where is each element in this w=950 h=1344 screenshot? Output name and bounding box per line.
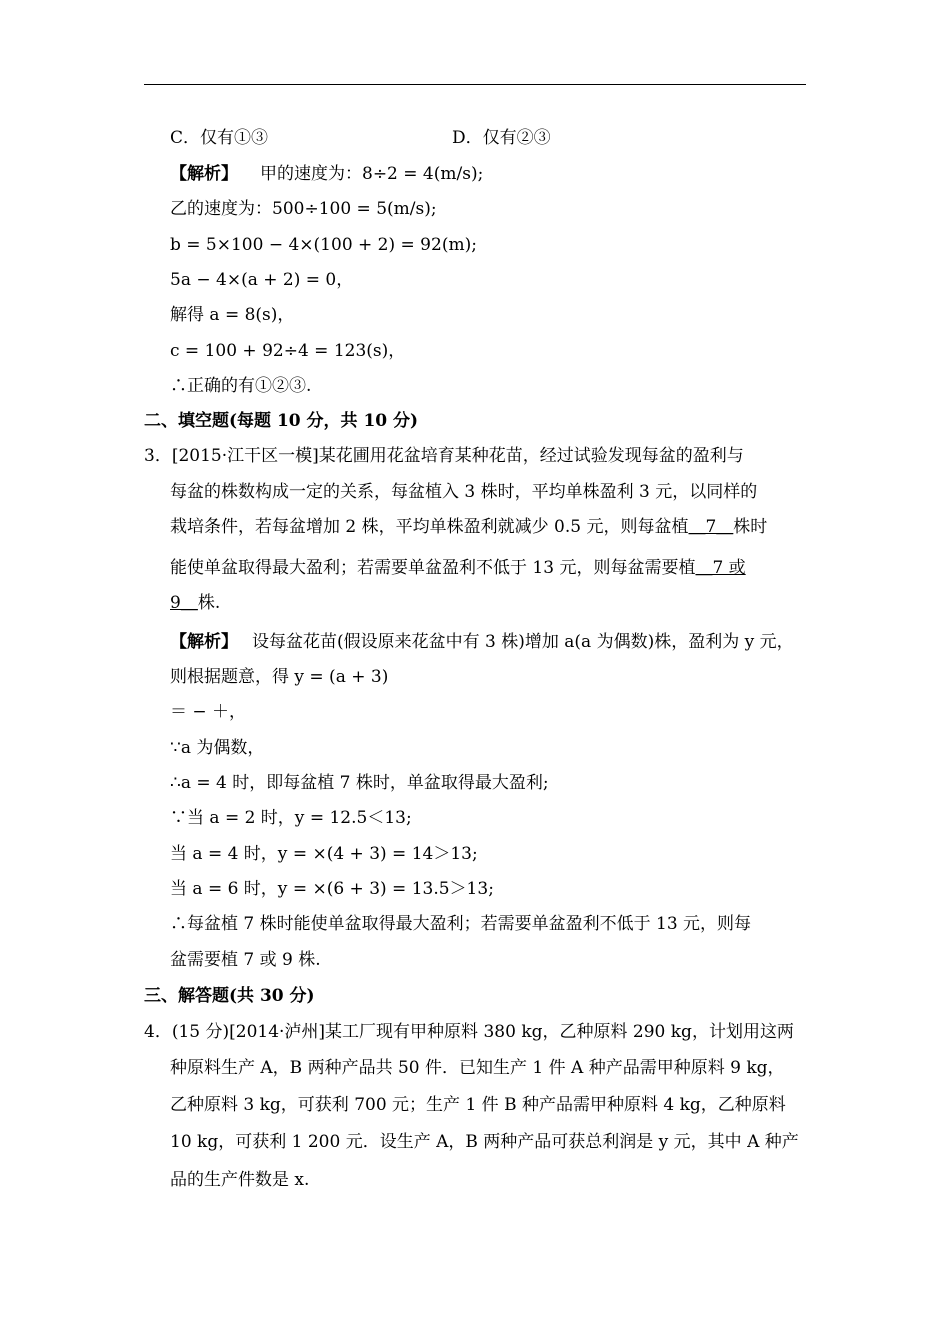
question-3-line-4 [170,556,746,580]
analysis-1-line: c = 100 + 92÷4 = 123(s)， [170,341,406,361]
question-3-line-3 [170,515,767,539]
analysis-1-line: ∴正确的有①②③. [170,376,312,396]
analysis-2-line: ＝ − ＋， [170,702,247,722]
analysis-1-line: 乙的速度为：500÷100 = 5(m/s); [170,199,437,219]
choice-d: D．仅有②③ [452,128,551,148]
question-4-line: 10 kg，可获利 1 200 元．设生产 A，B 两种产品可获总利润是 y 元，其中 A 种产 [170,1132,799,1152]
section-3-title: 三、解答题(共 30 分) [144,986,315,1006]
analysis-1-first-line [170,162,483,186]
question-text: 株时 [733,517,768,537]
question-number: 4． [144,1022,172,1042]
question-4-line: 乙种原料 3 kg，可获利 700 元；生产 1 件 B 种产品需甲种原料 4 kg，乙种原料 [170,1095,786,1115]
question-4-line: 品的生产件数是 x. [170,1170,310,1190]
analysis-1-line: 5a − 4×(a + 2) = 0， [170,270,354,290]
question-text: 株. [197,593,221,613]
analysis-2-line: 盆需要植 7 或 9 株. [170,950,321,970]
analysis-tag: 【解析】 [170,632,238,652]
analysis-2-line: ∴每盆植 7 株时能使单盆取得最大盈利；若需要单盆盈利不低于 13 元，则每 [170,914,752,934]
answer-blank-2-cont: 9＿ [170,593,198,613]
choice-c: C．仅有①③ [170,128,269,148]
analysis-tag: 【解析】 [170,164,238,184]
section-2-title: 二、填空题(每题 10 分，共 10 分) [144,411,419,431]
analysis-2-line: 则根据题意，得 y = (a + 3) [170,667,389,687]
analysis-1-line: 解得 a = 8(s)， [170,305,295,325]
analysis-2-line: ∵a 为偶数， [170,738,265,758]
analysis-2-line: 当 a = 4 时，y = ×(4 + 3) = 14＞13; [170,844,478,864]
question-3-line-5 [170,591,220,615]
analysis-2-text: 设每盆花苗(假设原来花盆中有 3 株)增加 a(a 为偶数)株，盈利为 y 元， [252,632,794,652]
analysis-2-first-line [170,630,794,654]
analysis-1-text: 甲的速度为：8÷2 = 4(m/s); [260,164,484,184]
answer-blank-1: ＿7＿ [688,517,734,537]
question-4-line: 种原料生产 A，B 两种产品共 50 件．已知生产 1 件 A 种产品需甲种原料 9 kg， [170,1058,785,1078]
analysis-1-line: b = 5×100 − 4×(100 + 2) = 92(m); [170,235,477,255]
question-text: 能使单盆取得最大盈利；若需要单盆盈利不低于 13 元，则每盆需要植 [170,558,696,578]
analysis-2-line: ∴a = 4 时，即每盆植 7 株时，单盆取得最大盈利; [170,773,549,793]
question-number: 3． [144,446,172,466]
question-text: [2015·江干区一模]某花圃用花盆培育某种花苗，经过试验发现每盆的盈利与 [171,446,744,466]
question-3-line-2: 每盆的株数构成一定的关系，每盆植入 3 株时，平均单株盈利 3 元，以同样的 [170,482,758,502]
question-4-line-1 [144,1020,794,1044]
analysis-2-line: 当 a = 6 时，y = ×(6 + 3) = 13.5＞13; [170,879,494,899]
question-3-line-1 [144,444,744,468]
header-rule [144,84,806,85]
question-text: (15 分)[2014·泸州]某工厂现有甲种原料 380 kg，乙种原料 290 kg，计划用这两 [171,1022,794,1042]
analysis-2-line: ∵当 a = 2 时，y = 12.5＜13; [170,808,412,828]
question-text: 栽培条件，若每盆增加 2 株，平均单株盈利就减少 0.5 元，则每盆植 [170,517,689,537]
answer-blank-2: ＿7 或 [695,558,746,578]
